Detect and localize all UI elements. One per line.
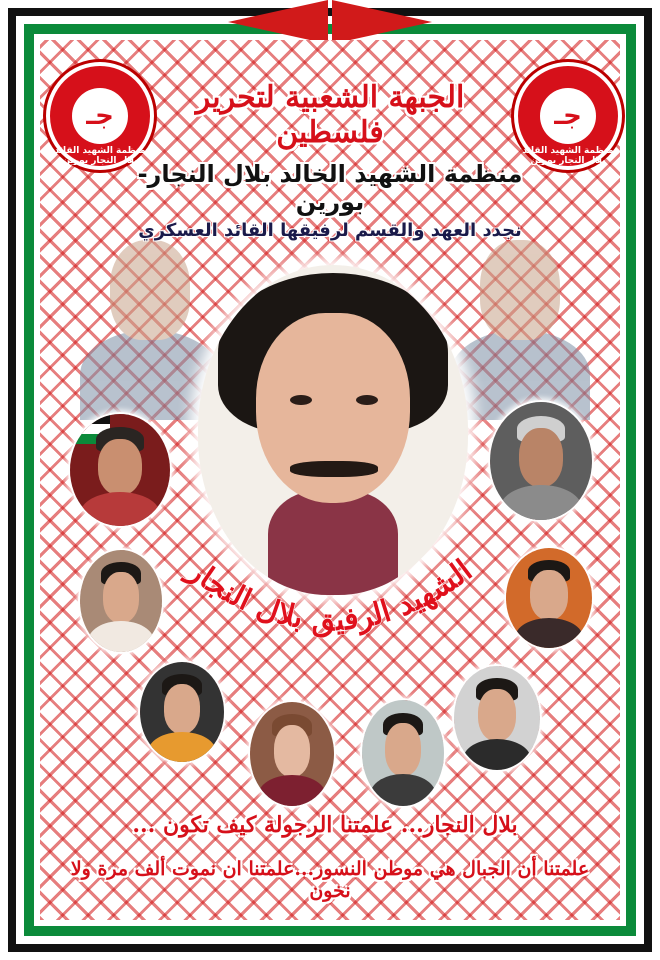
slogan-line-2: علمتنا أن الجبال هي موطن النسور...علمتنا ان نموت ألف مرة ولا نخون <box>70 858 590 902</box>
portrait-thumb-3 <box>78 548 164 654</box>
portrait-thumb-6 <box>248 700 336 808</box>
logo-mark: جـ <box>86 101 114 131</box>
flag-triangle-right <box>332 0 432 44</box>
portrait-thumb-8 <box>452 664 542 772</box>
martyr-name-text: الشهيد الرفيق بلال النجار <box>181 553 479 639</box>
portrait-thumb-7 <box>360 698 446 808</box>
logo-mark: جـ <box>554 101 582 131</box>
portrait-thumb-2 <box>488 400 594 522</box>
portrait-thumb-5 <box>138 660 226 764</box>
pflp-logo-icon <box>46 62 154 170</box>
logo-caption: منظمة الشهيد القائد بلال النجار بورين <box>54 146 146 166</box>
pledge-text: نجدد العهد والقسم لرفيقها القائد العسكري <box>138 220 522 241</box>
martyr-name-arc <box>170 540 490 670</box>
logo-caption: منظمة الشهيد القائد بلال النجار بورين <box>522 146 614 166</box>
slogan-line-1: بلال النجار... علمتنا الرجولة كيف تكون ... <box>132 812 518 838</box>
portrait-thumb-4 <box>504 546 594 650</box>
portrait-thumb-1 <box>68 412 172 528</box>
branch-title: منظمة الشهيد الخالد بلال النجار- بورين <box>137 160 523 216</box>
flag-triangle-left <box>228 0 328 44</box>
pflp-logo-icon <box>514 62 622 170</box>
organization-title: الجبهة الشعبية لتحرير فلسطين <box>195 80 465 150</box>
